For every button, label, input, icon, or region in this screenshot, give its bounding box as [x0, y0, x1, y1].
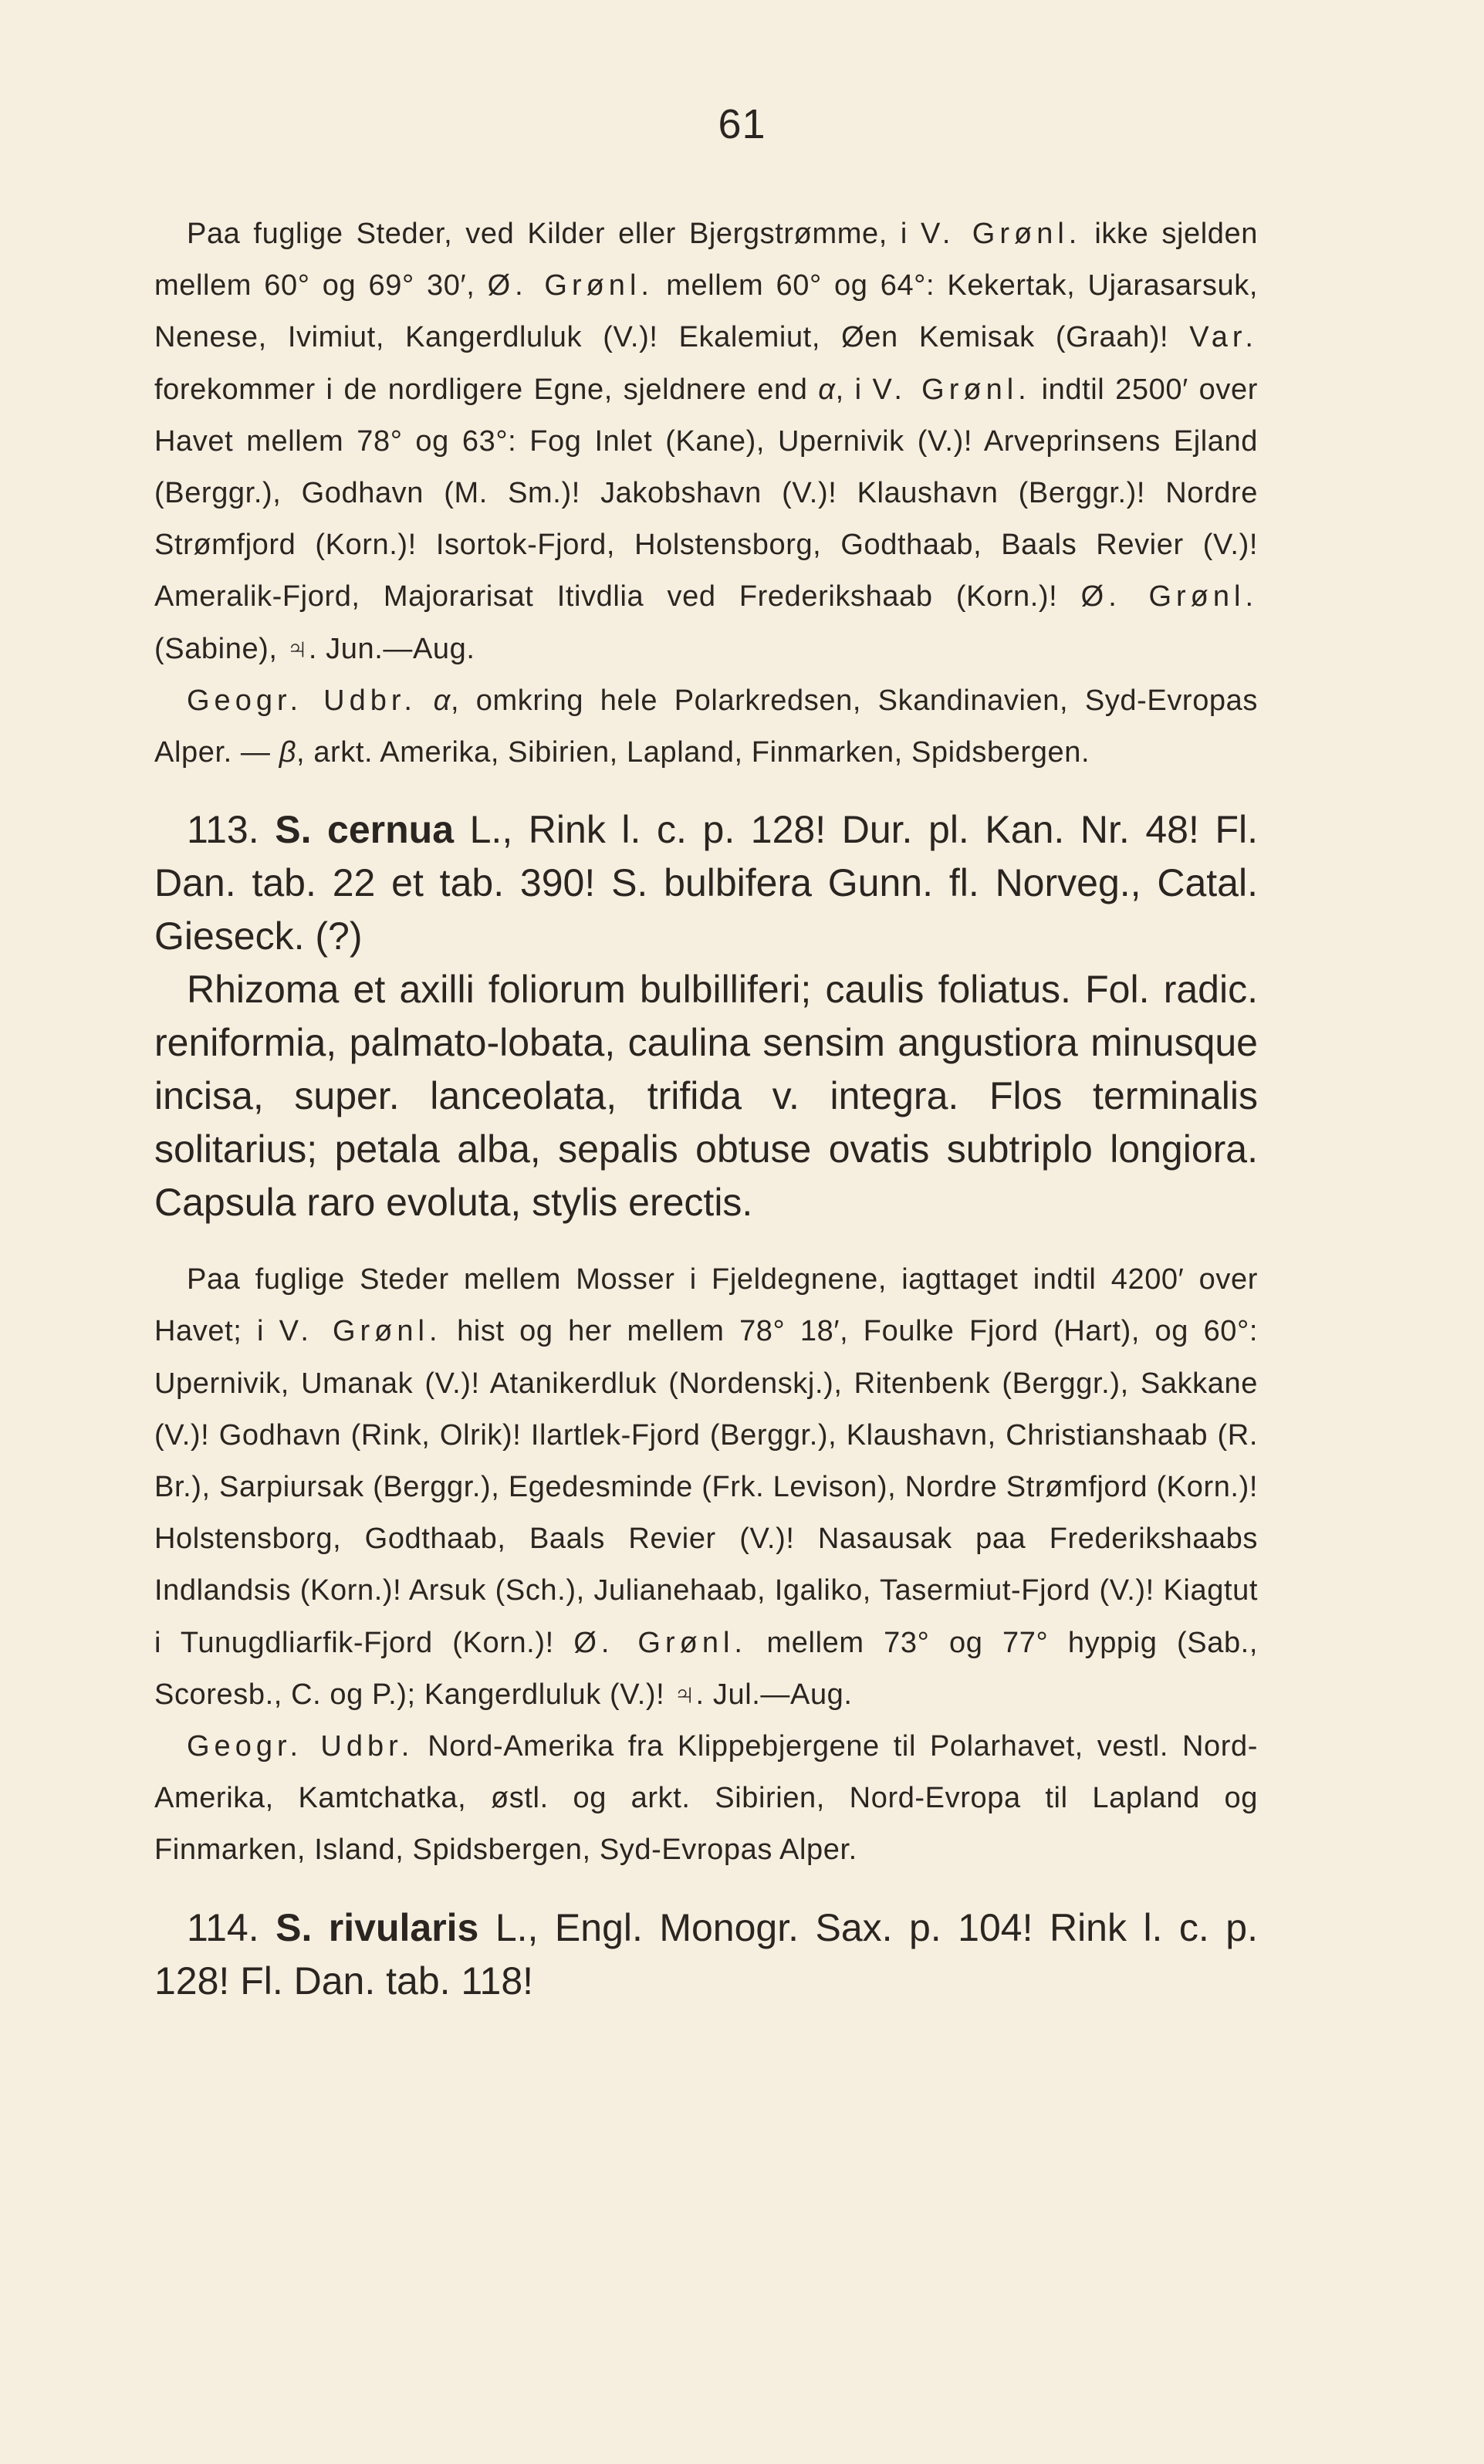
- alpha-symbol: α: [433, 684, 451, 717]
- text-run: forekommer i de nordligere Egne, sjeldnere end: [154, 373, 819, 406]
- text-run: Nord-Amerika fra Klippebjergene til Polarhavet, vestl. Nord-Amerika, Kamtchatka, østl. og arkt. Sibirien, Nord-Evropa til Lapland og Finmarken, Island, Spidsbergen, Syd-Evropas Alper.: [154, 1730, 1258, 1867]
- region-west-greenland: V. Grønl.: [279, 1315, 442, 1348]
- text-run: [417, 684, 434, 717]
- distribution-label: Geogr. Udbr.: [187, 1730, 414, 1763]
- text-run: (Sabine), ♃. Jun.—Aug.: [154, 632, 475, 665]
- page-number: 61: [718, 101, 766, 147]
- alpha-symbol: α: [818, 373, 836, 406]
- species-name: S. cernua: [275, 808, 455, 852]
- page-content: [154, 208, 1258, 2008]
- region-east-greenland: Ø. Grønl.: [1080, 580, 1259, 613]
- region-west-greenland: V. Grønl.: [872, 373, 1031, 406]
- text-run: mellem 73° og 77° hyppig (Sab., Scoresb., C. og P.); Kangerdluluk (V.)! ♃. Jul.—Aug.: [154, 1626, 1258, 1711]
- species-name: S. rivularis: [276, 1905, 479, 1949]
- latin-description-113: Rhizoma et axilli foliorum bulbilliferi; caulis foliatus. Fol. radic. reniformia, palmato-lobata, caulina sensim angustiora minusque incisa, super. lanceolata, trifida v. integra. Flos terminalis solitarius; petala alba, sepalis obtuse ovatis subtriplo longiora. Capsula raro evoluta, stylis erectis.: [154, 968, 1258, 1225]
- habitat-paragraph-113: [154, 1254, 1258, 1721]
- distribution-paragraph-112: [154, 675, 1258, 779]
- entry-references: L., Rink l. c. p. 128! Dur. pl. Kan. Nr. 48! Fl. Dan. tab. 22 et tab. 390! S. bulbifera Gunn. fl. Norveg., Catal. Gieseck. (?): [154, 808, 1258, 958]
- species-entry-114: [154, 1901, 1258, 2008]
- text-run: indtil 2500′ over Havet mellem 78° og 63°: Fog Inlet (Kane), Upernivik (V.)! Arveprinsens Ejland (Berggr.), Godhavn (M. Sm.)! Jakobshavn (V.)! Klaushavn (Berggr.)! Nordre Strømfjord (Korn.)! Isortok-Fjord, Holstensborg, Godthaab, Baals Revier (V.)! Ameralik-Fjord, Majorarisat Itivdlia ved Frederikshaab (Korn.)!: [154, 373, 1259, 613]
- text-run: ikke sjelden mellem 60° og 69° 30′,: [154, 218, 1259, 303]
- text-run: hist og her mellem 78° 18′, Foulke Fjord (Hart), og 60°: Upernivik, Umanak (V.)! Atanikerdluk (Nordenskj.), Ritenbenk (Berggr.), Sakkane (V.)! Godhavn (Rink, Olrik)! Ilartlek-Fjord (Berggr.), Klaushavn, Christianshaab (R. Br.), Sarpiursak (Berggr.), Egedesminde (Frk. Levison), Nordre Strømfjord (Korn.)! Holstensborg, Godthaab, Baals Revier (V.)! Nasausak paa Frederikshaabs Indlandsis (Korn.)! Arsuk (Sch.), Julianehaab, Igaliko, Tasermiut-Fjord (V.)! Kiagtut i Tunugdliarfik-Fjord (Korn.)!: [154, 1315, 1258, 1659]
- region-west-greenland: V. Grønl.: [920, 218, 1082, 250]
- text-run: Paa fuglige Steder, ved Kilder eller Bjergstrømme, i: [187, 218, 921, 250]
- text-run: Paa fuglige Steder mellem Mosser i Fjeldegnene, iagttaget indtil 4200′ over Havet; i: [154, 1263, 1258, 1348]
- text-run: mellem 60° og 64°: Kekertak, Ujarasarsuk, Nenese, Ivimiut, Kangerdluluk (V.)! Ekalemiut, Øen Kemisak (Graah)!: [154, 269, 1259, 354]
- entry-number: 113.: [187, 808, 259, 852]
- beta-symbol: β: [279, 736, 296, 769]
- species-entry-113: [154, 803, 1258, 963]
- text-run: , omkring hele Polarkredsen, Skandinavien, Syd-Evropas Alper. —: [154, 684, 1258, 769]
- distribution-label: Geogr. Udbr.: [187, 684, 417, 717]
- region-east-greenland: Ø. Grønl.: [487, 269, 654, 303]
- region-east-greenland: Ø. Grønl.: [573, 1626, 747, 1659]
- text-run: , i: [835, 373, 873, 406]
- text-run: , arkt. Amerika, Sibirien, Lapland, Finmarken, Spidsbergen.: [296, 736, 1090, 769]
- habitat-paragraph-112: [154, 208, 1258, 675]
- entry-number: 114.: [187, 1905, 259, 1949]
- distribution-paragraph-113: [154, 1721, 1258, 1877]
- variety-label: Var.: [1189, 321, 1258, 354]
- entry-references: L., Engl. Monogr. Sax. p. 104! Rink l. c. p. 128! Fl. Dan. tab. 118!: [154, 1905, 1258, 2003]
